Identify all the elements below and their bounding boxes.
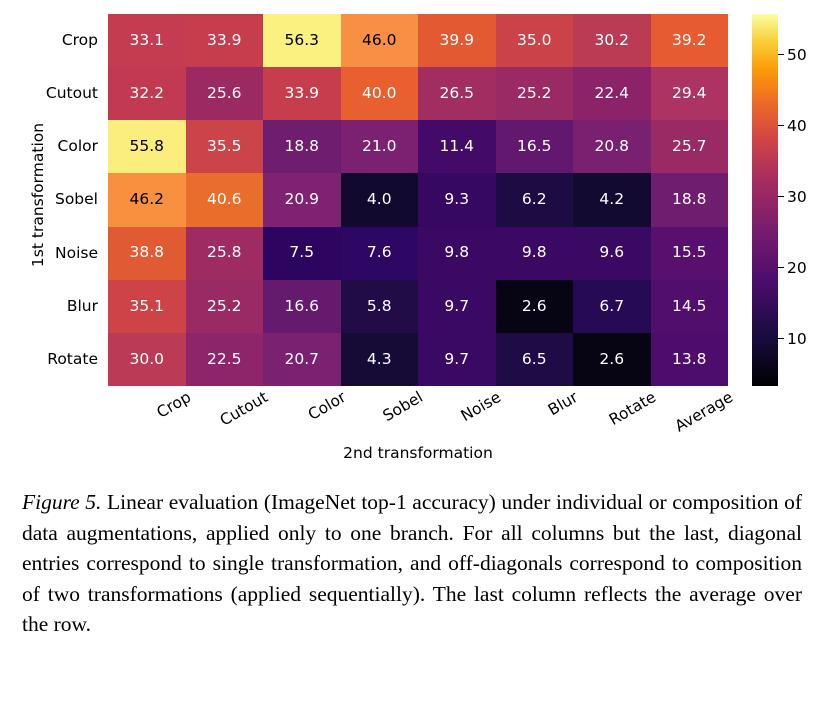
colorbar-tick-10 xyxy=(778,330,807,348)
heatmap-cell: 30.2 xyxy=(573,14,651,67)
colorbar-tick-20 xyxy=(778,259,807,277)
heatmap-cell: 40.6 xyxy=(186,173,264,226)
heatmap-cell: 4.0 xyxy=(341,173,419,226)
x-tick-crop: Crop xyxy=(153,388,194,422)
heatmap-cell: 25.2 xyxy=(496,67,574,120)
heatmap-cell: 4.3 xyxy=(341,333,419,386)
heatmap-cell: 25.6 xyxy=(186,67,264,120)
colorbar-tick-30 xyxy=(778,188,807,206)
y-tick-rotate: Rotate xyxy=(47,349,98,368)
heatmap-cell: 7.5 xyxy=(263,227,341,280)
y-tick-labels xyxy=(20,14,104,386)
colorbar-tick-label: 50 xyxy=(787,46,807,64)
heatmap-cell: 20.7 xyxy=(263,333,341,386)
colorbar-tick-label: 30 xyxy=(787,188,807,206)
heatmap-cell: 21.0 xyxy=(341,120,419,173)
heatmap-cell: 9.3 xyxy=(418,173,496,226)
table-row xyxy=(108,333,728,386)
heatmap-cell: 9.8 xyxy=(496,227,574,280)
heatmap-cell: 38.8 xyxy=(108,227,186,280)
figure-caption-text: Linear evaluation (ImageNet top-1 accuracy) under individual or composition of data augmentations, applied only to one branch. For all columns but the last, diagonal entries correspond to single transformation, and off-diagonals correspond to composition of two transformations (applied sequentially). The last column reflects the average over the row. xyxy=(22,490,803,636)
heatmap-cell: 6.7 xyxy=(573,280,651,333)
heatmap-cell: 14.5 xyxy=(651,280,729,333)
heatmap-cell: 2.6 xyxy=(573,333,651,386)
heatmap-cell: 9.7 xyxy=(418,280,496,333)
heatmap-cell: 25.7 xyxy=(651,120,729,173)
y-tick-blur: Blur xyxy=(66,296,98,315)
heatmap-cell: 11.4 xyxy=(418,120,496,173)
x-tick-cutout: Cutout xyxy=(216,388,271,430)
y-axis-title: 1st transformation xyxy=(29,122,47,268)
table-row xyxy=(108,120,728,173)
heatmap-cell: 46.0 xyxy=(341,14,419,67)
table-row xyxy=(108,280,728,333)
heatmap-cell: 16.6 xyxy=(263,280,341,333)
heatmap-cell: 2.6 xyxy=(496,280,574,333)
y-tick-noise: Noise xyxy=(55,243,98,262)
x-tick-sobel: Sobel xyxy=(379,388,426,426)
table-row xyxy=(108,67,728,120)
table-row xyxy=(108,173,728,226)
heatmap-cell: 30.0 xyxy=(108,333,186,386)
heatmap-cell: 32.2 xyxy=(108,67,186,120)
y-tick-color: Color xyxy=(57,137,98,156)
heatmap-cell: 18.8 xyxy=(263,120,341,173)
heatmap-cell: 4.2 xyxy=(573,173,651,226)
heatmap-grid xyxy=(108,14,728,386)
heatmap-cell: 18.8 xyxy=(651,173,729,226)
colorbar-tick-50 xyxy=(778,46,807,64)
heatmap-cell: 33.9 xyxy=(186,14,264,67)
heatmap-cell: 20.8 xyxy=(573,120,651,173)
heatmap-cell: 6.2 xyxy=(496,173,574,226)
table-row xyxy=(108,227,728,280)
heatmap-cell: 16.5 xyxy=(496,120,574,173)
heatmap-cell: 26.5 xyxy=(418,67,496,120)
heatmap-cell: 15.5 xyxy=(651,227,729,280)
colorbar-tick-40 xyxy=(778,117,807,135)
heatmap-cell: 35.1 xyxy=(108,280,186,333)
heatmap-cell: 20.9 xyxy=(263,173,341,226)
x-tick-average: Average xyxy=(671,388,736,436)
x-axis-title: 2nd transformation xyxy=(343,444,493,462)
heatmap-cell: 22.5 xyxy=(186,333,264,386)
heatmap-cell: 35.0 xyxy=(496,14,574,67)
heatmap-cell: 46.2 xyxy=(108,173,186,226)
heatmap-cell: 22.4 xyxy=(573,67,651,120)
heatmap-cell: 6.5 xyxy=(496,333,574,386)
heatmap-cell: 25.8 xyxy=(186,227,264,280)
heatmap-cell: 33.1 xyxy=(108,14,186,67)
x-tick-noise: Noise xyxy=(457,388,504,426)
x-tick-rotate: Rotate xyxy=(606,388,659,429)
y-tick-sobel: Sobel xyxy=(54,190,98,209)
x-tick-labels xyxy=(108,388,736,444)
colorbar-tick-label: 40 xyxy=(787,117,807,135)
heatmap-cell: 39.9 xyxy=(418,14,496,67)
heatmap-cell: 29.4 xyxy=(651,67,729,120)
y-tick-crop: Crop xyxy=(61,31,98,49)
heatmap-cell: 56.3 xyxy=(263,14,341,67)
x-tick-blur: Blur xyxy=(545,388,581,420)
heatmap-cell: 39.2 xyxy=(651,14,729,67)
figure-caption xyxy=(22,487,802,640)
heatmap-cell: 9.7 xyxy=(418,333,496,386)
heatmap-cell: 7.6 xyxy=(341,227,419,280)
heatmap-cell: 13.8 xyxy=(651,333,729,386)
heatmap-cell: 55.8 xyxy=(108,120,186,173)
heatmap-cell: 33.9 xyxy=(263,67,341,120)
y-tick-cutout: Cutout xyxy=(45,84,98,103)
heatmap-cell: 40.0 xyxy=(341,67,419,120)
heatmap-cell: 25.2 xyxy=(186,280,264,333)
heatmap-cell: 5.8 xyxy=(341,280,419,333)
heatmap-cell: 9.6 xyxy=(573,227,651,280)
heatmap-cell: 9.8 xyxy=(418,227,496,280)
colorbar-tick-label: 10 xyxy=(787,330,807,348)
figure-label: Figure 5. xyxy=(22,490,102,514)
heatmap-cell: 35.5 xyxy=(186,120,264,173)
colorbar-ticks xyxy=(752,14,822,386)
x-tick-color: Color xyxy=(304,388,349,424)
colorbar-tick-label: 20 xyxy=(787,259,807,277)
table-row xyxy=(108,14,728,67)
